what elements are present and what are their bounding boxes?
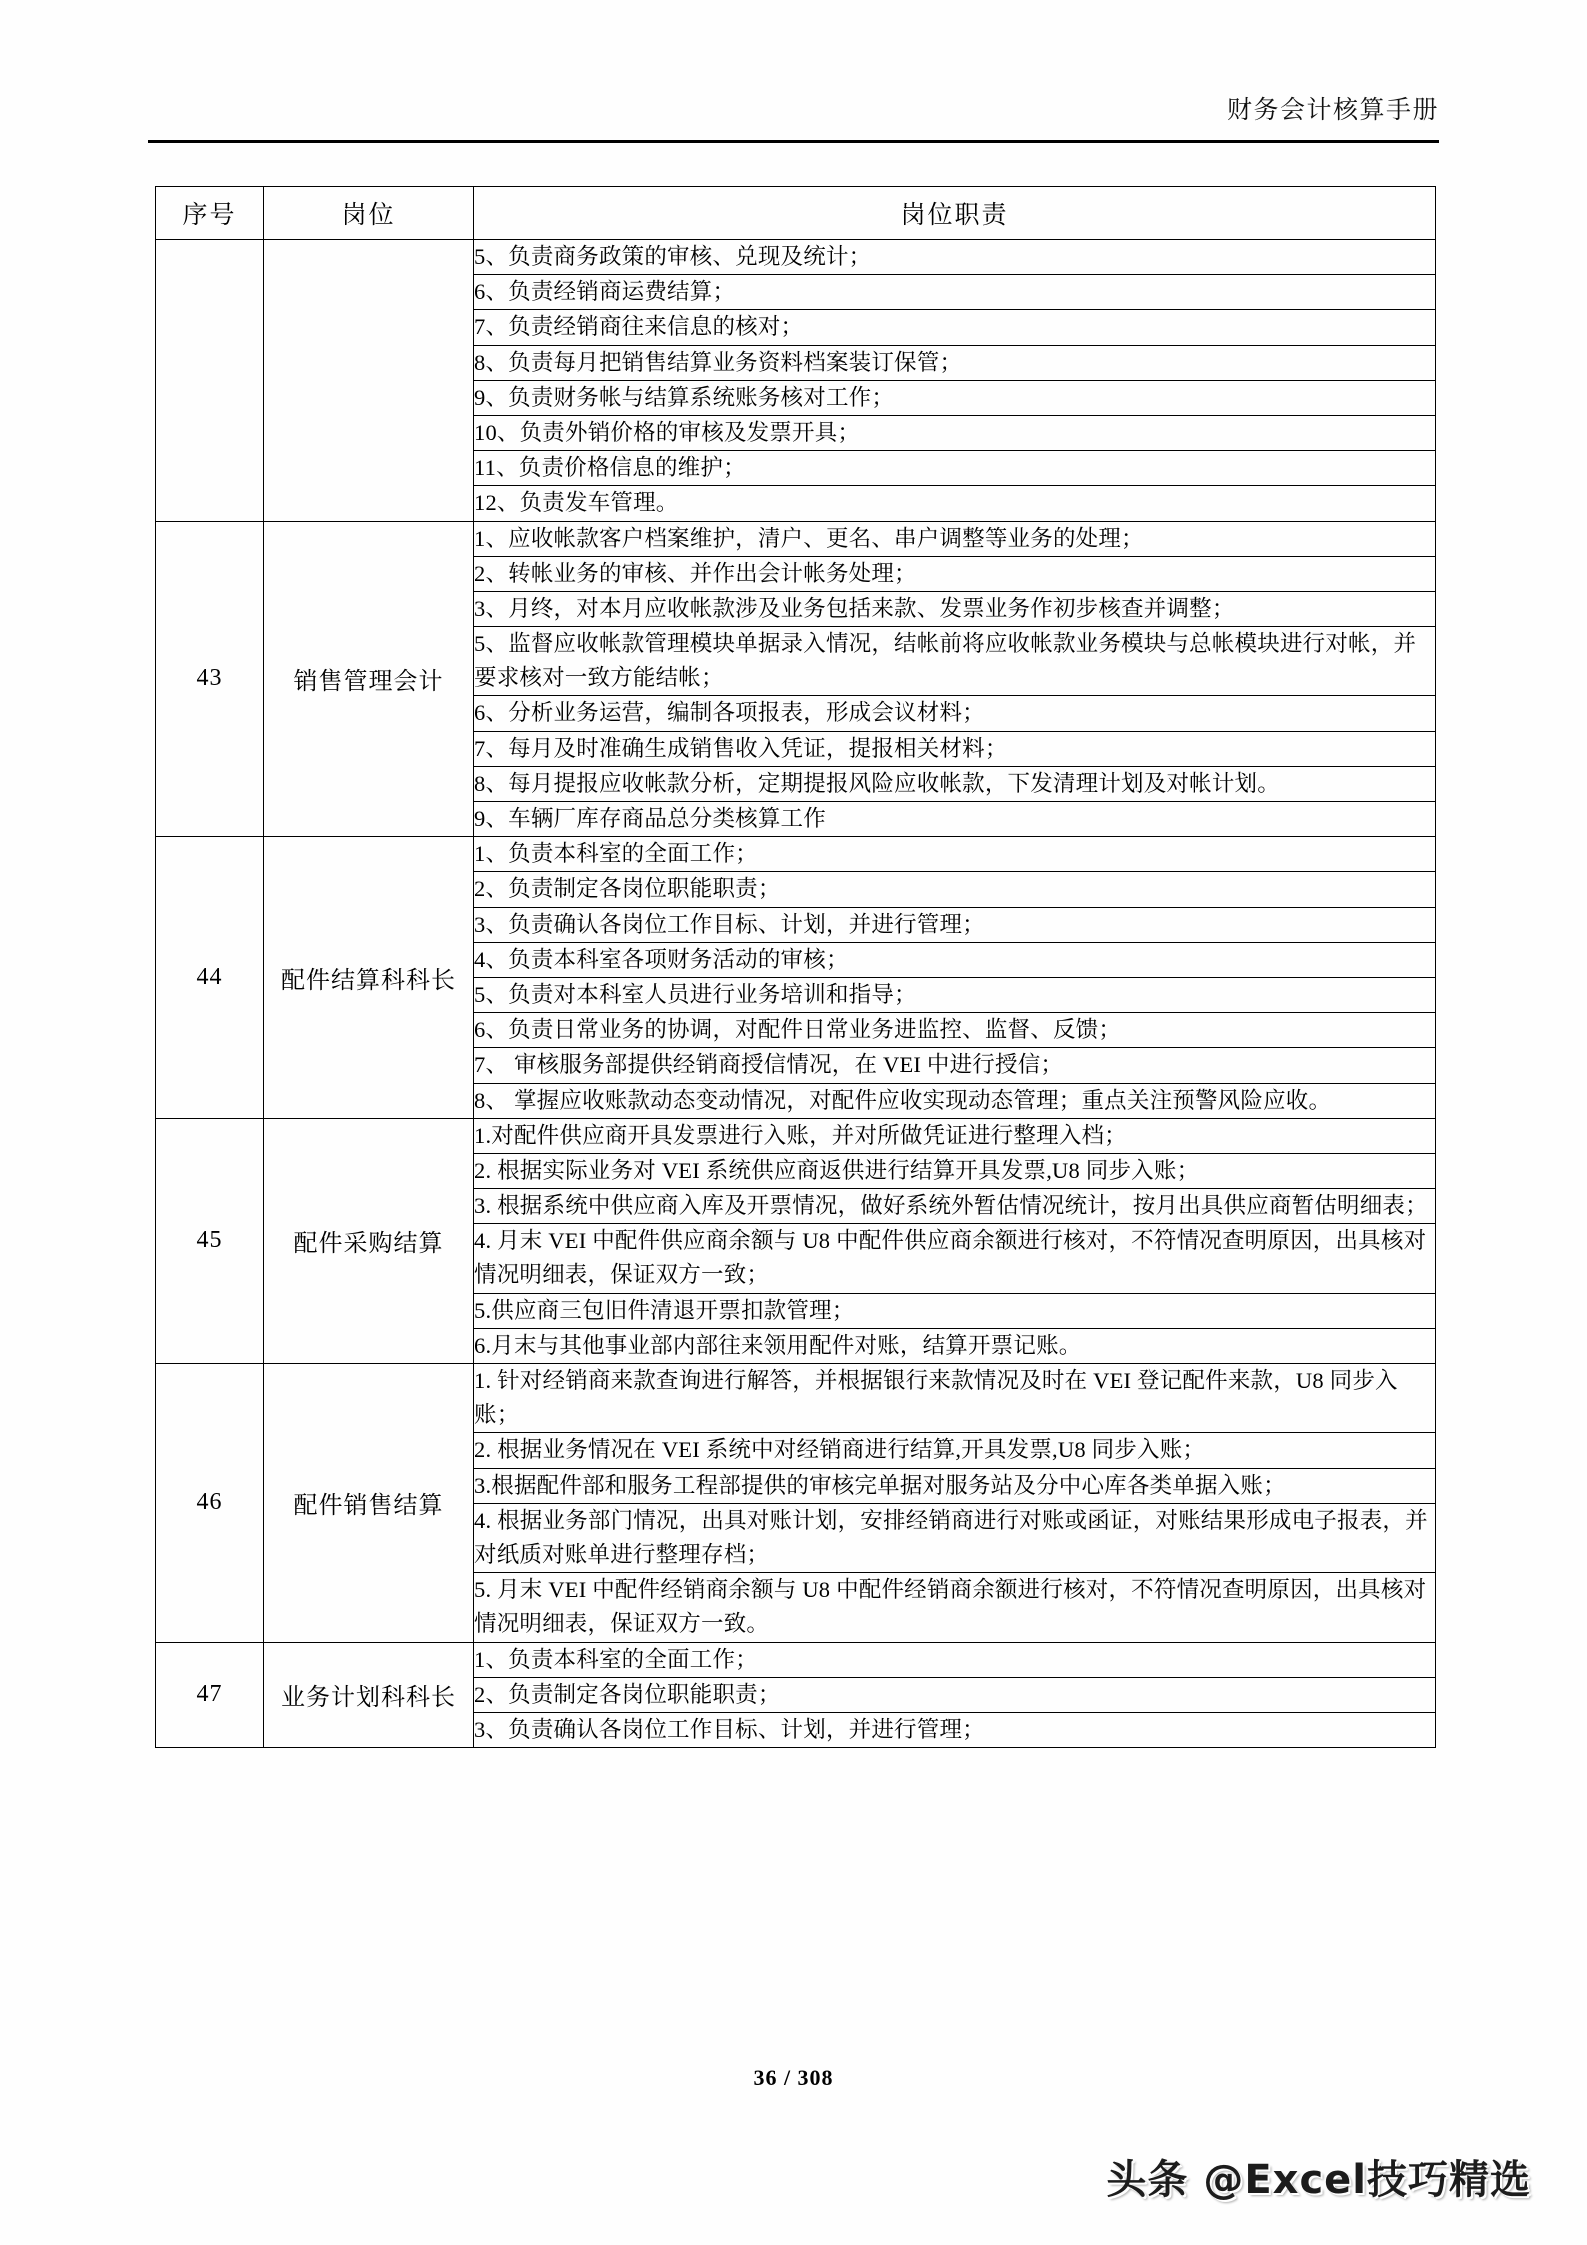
page-number: 36 / 308	[753, 2065, 834, 2090]
header-divider-rule	[148, 140, 1439, 143]
cell-duty-item: 8、负责每月把销售结算业务资料档案装订保管；	[474, 345, 1436, 380]
cell-duty-item: 1. 针对经销商来款查询进行解答，并根据银行来款情况及时在 VEI 登记配件来款，U8 同步入账；	[474, 1364, 1436, 1433]
cell-duty-item: 2. 根据业务情况在 VEI 系统中对经销商进行结算,开具发票,U8 同步入账；	[474, 1433, 1436, 1468]
cell-duty-item: 6、分析业务运营，编制各项报表，形成会议材料；	[474, 696, 1436, 731]
table-row	[156, 521, 1436, 556]
cell-position-name: 配件结算科科长	[264, 837, 474, 1119]
cell-duty-item: 4. 根据业务部门情况，出具对账计划，安排经销商进行对账或函证，对账结果形成电子报表，并对纸质对账单进行整理存档；	[474, 1503, 1436, 1572]
cell-duty-item: 5. 月末 VEI 中配件经销商余额与 U8 中配件经销商余额进行核对，不符情况查明原因，出具核对情况明细表，保证双方一致。	[474, 1573, 1436, 1642]
cell-sequence-number: 45	[156, 1118, 264, 1363]
cell-sequence-number: 43	[156, 521, 264, 837]
cell-duty-item: 4、负责本科室各项财务活动的审核；	[474, 942, 1436, 977]
table-header	[156, 187, 1436, 240]
cell-duty-item: 6、负责日常业务的协调，对配件日常业务进监控、监督、反馈；	[474, 1013, 1436, 1048]
cell-duty-item: 4. 月末 VEI 中配件供应商余额与 U8 中配件供应商余额进行核对，不符情况查明原因，出具核对情况明细表，保证双方一致；	[474, 1224, 1436, 1293]
cell-position-name: 配件采购结算	[264, 1118, 474, 1363]
cell-duty-item: 5、负责对本科室人员进行业务培训和指导；	[474, 977, 1436, 1012]
cell-sequence-number: 44	[156, 837, 264, 1119]
column-header-duties: 岗位职责	[474, 187, 1436, 240]
job-responsibilities-table	[155, 186, 1436, 1748]
cell-duty-item: 1.对配件供应商开具发票进行入账，并对所做凭证进行整理入档；	[474, 1118, 1436, 1153]
cell-position-name	[264, 240, 474, 522]
cell-duty-item: 7、 审核服务部提供经销商授信情况，在 VEI 中进行授信；	[474, 1048, 1436, 1083]
cell-duty-item: 8、 掌握应收账款动态变动情况，对配件应收实现动态管理；重点关注预警风险应收。	[474, 1083, 1436, 1118]
cell-sequence-number: 46	[156, 1364, 264, 1643]
document-header-title: 财务会计核算手册	[1226, 97, 1439, 124]
cell-duty-item: 8、每月提报应收帐款分析，定期提报风险应收帐款，下发清理计划及对帐计划。	[474, 766, 1436, 801]
cell-duty-item: 5、负责商务政策的审核、兑现及统计；	[474, 240, 1436, 275]
cell-duty-item: 3、负责确认各岗位工作目标、计划，并进行管理；	[474, 907, 1436, 942]
cell-duty-item: 6.月末与其他事业部内部往来领用配件对账，结算开票记账。	[474, 1328, 1436, 1363]
table-row	[156, 240, 1436, 275]
table-row	[156, 837, 1436, 872]
cell-duty-item: 1、应收帐款客户档案维护，清户、更名、串户调整等业务的处理；	[474, 521, 1436, 556]
cell-sequence-number	[156, 240, 264, 522]
cell-duty-item: 6、负责经销商运费结算；	[474, 275, 1436, 310]
cell-duty-item: 11、负责价格信息的维护；	[474, 451, 1436, 486]
job-responsibilities-table-wrapper	[155, 186, 1435, 1748]
cell-duty-item: 3、负责确认各岗位工作目标、计划，并进行管理；	[474, 1712, 1436, 1747]
cell-duty-item: 7、负责经销商往来信息的核对；	[474, 310, 1436, 345]
cell-duty-item: 7、每月及时准确生成销售收入凭证，提报相关材料；	[474, 731, 1436, 766]
cell-duty-item: 2、负责制定各岗位职能职责；	[474, 872, 1436, 907]
cell-duty-item: 10、负责外销价格的审核及发票开具；	[474, 415, 1436, 450]
cell-duty-item: 2、负责制定各岗位职能职责；	[474, 1677, 1436, 1712]
table-row	[156, 1118, 1436, 1153]
cell-duty-item: 9、负责财务帐与结算系统账务核对工作；	[474, 380, 1436, 415]
cell-duty-item: 12、负责发车管理。	[474, 486, 1436, 521]
cell-duty-item: 5.供应商三包旧件清退开票扣款管理；	[474, 1293, 1436, 1328]
table-body	[156, 240, 1436, 1748]
table-header-row	[156, 187, 1436, 240]
cell-duty-item: 3、月终，对本月应收帐款涉及业务包括来款、发票业务作初步核查并调整；	[474, 591, 1436, 626]
cell-duty-item: 2. 根据实际业务对 VEI 系统供应商返供进行结算开具发票,U8 同步入账；	[474, 1153, 1436, 1188]
cell-duty-item: 5、监督应收帐款管理模块单据录入情况，结帐前将应收帐款业务模块与总帐模块进行对帐，并要求核对一致方能结帐；	[474, 627, 1436, 696]
cell-duty-item: 1、负责本科室的全面工作；	[474, 1642, 1436, 1677]
column-header-position: 岗位	[264, 187, 474, 240]
cell-duty-item: 3.根据配件部和服务工程部提供的审核完单据对服务站及分中心库各类单据入账；	[474, 1468, 1436, 1503]
cell-duty-item: 2、转帐业务的审核、并作出会计帐务处理；	[474, 556, 1436, 591]
table-row	[156, 1364, 1436, 1433]
cell-position-name: 业务计划科科长	[264, 1642, 474, 1748]
cell-position-name: 配件销售结算	[264, 1364, 474, 1643]
cell-duty-item: 1、负责本科室的全面工作；	[474, 837, 1436, 872]
column-header-sequence: 序号	[156, 187, 264, 240]
cell-sequence-number: 47	[156, 1642, 264, 1748]
cell-duty-item: 3. 根据系统中供应商入库及开票情况，做好系统外暂估情况统计，按月出具供应商暂估明细表；	[474, 1189, 1436, 1224]
cell-position-name: 销售管理会计	[264, 521, 474, 837]
watermark: 头条 @Excel技巧精选	[1106, 2157, 1531, 2203]
cell-duty-item: 9、车辆厂库存商品总分类核算工作	[474, 802, 1436, 837]
table-row	[156, 1642, 1436, 1677]
